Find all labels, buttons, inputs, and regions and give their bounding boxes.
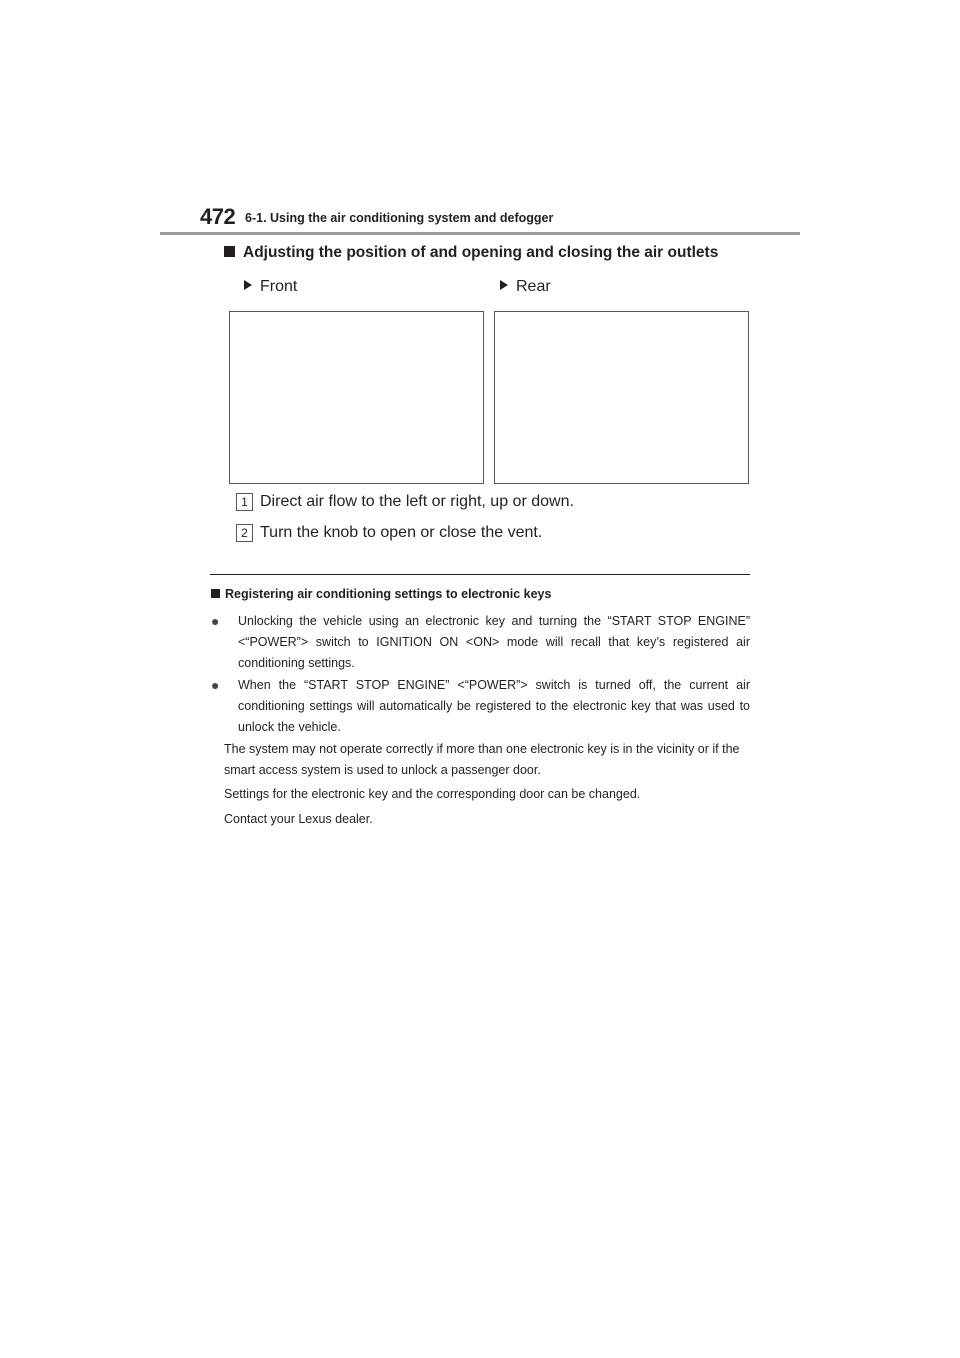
caption-front (244, 278, 297, 296)
chapter-title: 6-1. Using the air conditioning system and defogger (245, 211, 554, 225)
circle-bullet-icon: ● (211, 677, 220, 693)
note-bullet-text: When the “START STOP ENGINE” <“POWER”> switch is turned off, the current air conditioning settings will automatically be registered to the electronic key that was used to unlock the vehicle. (238, 678, 750, 734)
step-text: Direct air flow to the left or right, up or down. (260, 493, 574, 510)
square-bullet-icon (224, 246, 235, 257)
page-number: 472 (200, 204, 236, 229)
note-heading-text: Registering air conditioning settings to electronic keys (225, 587, 552, 601)
rear-outlet-figure (494, 311, 749, 484)
caption-front-text: Front (260, 278, 298, 295)
step-number-badge: 1 (236, 493, 253, 511)
note-paragraph: Settings for the electronic key and the corresponding door can be changed. (224, 787, 641, 801)
circle-bullet-icon: ● (211, 613, 220, 629)
caption-rear-text: Rear (516, 278, 551, 295)
step-text: Turn the knob to open or close the vent. (260, 524, 543, 541)
note-bullet-text: Unlocking the vehicle using an electronic key and turning the “START STOP ENGINE” <“POWER”> switch to IGNITION ON <ON> mode will recall that key’s registered air conditioning settings. (238, 614, 750, 670)
section-heading-text: Adjusting the position of and opening and closing the air outlets (243, 244, 719, 261)
section-heading (224, 244, 718, 262)
front-outlet-figure (229, 311, 484, 484)
note-bullet (211, 611, 750, 674)
square-bullet-icon (211, 589, 220, 598)
section-divider (210, 574, 750, 575)
step-2 (236, 524, 542, 542)
caption-rear (500, 278, 551, 296)
triangle-arrow-icon (244, 280, 252, 290)
triangle-arrow-icon (500, 280, 508, 290)
header-divider (160, 232, 800, 235)
step-number-badge: 2 (236, 524, 253, 542)
note-paragraph: Contact your Lexus dealer. (224, 812, 373, 826)
step-1 (236, 493, 574, 511)
note-heading (211, 587, 551, 601)
note-paragraph: The system may not operate correctly if more than one electronic key is in the vicinity or if the smart access system is used to unlock a passenger door. (224, 742, 740, 777)
note-bullet (211, 675, 750, 738)
